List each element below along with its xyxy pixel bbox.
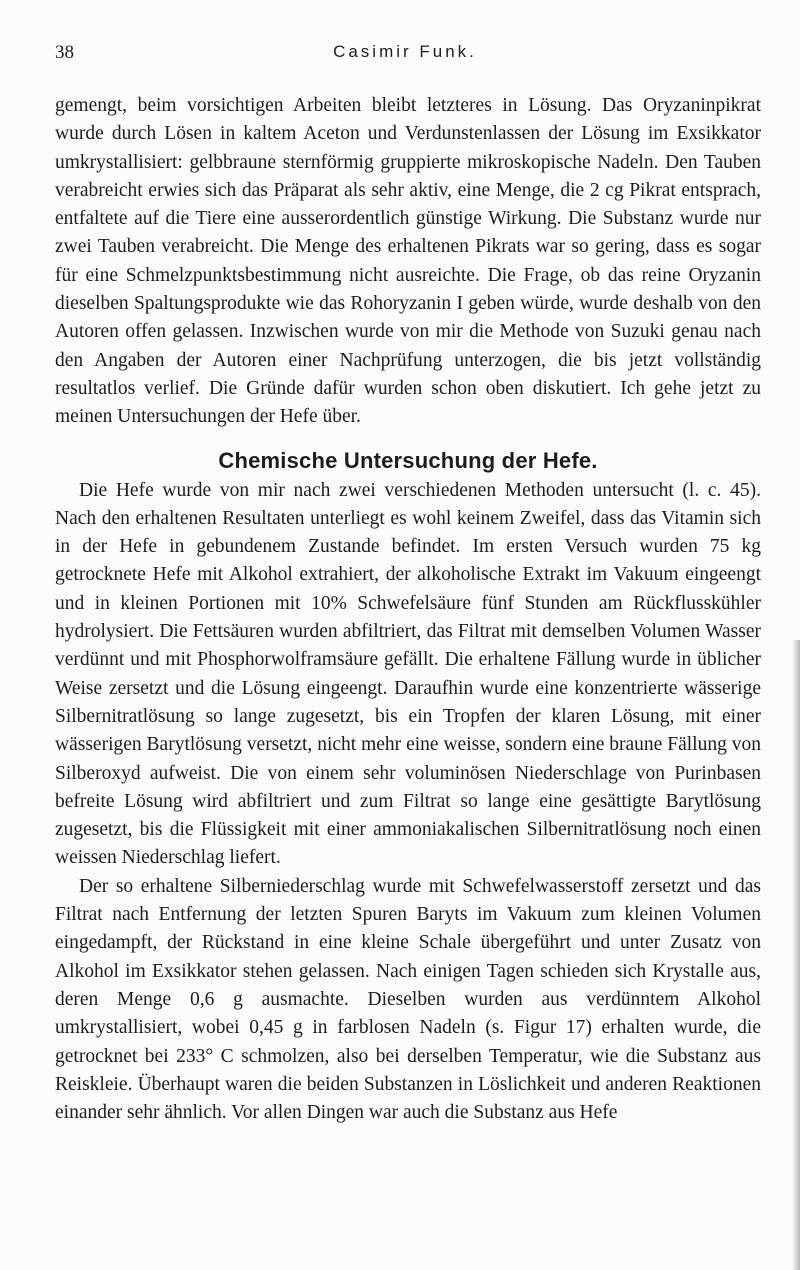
- section-heading: Chemische Untersuchung der Hefe.: [218, 447, 598, 473]
- paragraph-2: Die Hefe wurde von mir nach zwei verschiedenen Methoden untersucht (l. c. 45). Nach den erhaltenen Resultaten unterliegt es wohl keinem Zweifel, dass das Vitamin sich in der Hefe in gebundenem Zustande befindet. Im ersten Versuch wurden 75 kg getrocknete Hefe mit Alkohol extrahiert, der alkoholische Extrakt im Vakuum eingeengt und in kleinen Portionen mit 10% Schwefelsäure fünf Stunden am Rückflusskühler hydrolysiert. Die Fettsäuren wurden abfiltriert, das Filtrat mit demselben Volumen Wasser verdünnt und mit Phosphorwolframsäure gefällt. Die erhaltene Fällung wurde in üblicher Weise zersetzt und die Lösung eingeengt. Daraufhin wurde eine konzentrierte wässerige Silbernitratlösung so lange zugesetzt, bis ein Tropfen der klaren Lösung, mit einer wässerigen Barytlösung versetzt, nicht mehr eine weisse, sondern eine braune Fällung von Silberoxyd aufweist. Die von einem sehr voluminösen Niederschlage von Purinbasen befreite Lösung wird abfiltriert und zum Filtrat so lange eine gesättigte Barytlösung zugesetzt, bis die Flüssigkeit mit einer ammoniakalischen Silbernitratlösung noch einen weissen Niederschlag liefert.: [55, 479, 761, 869]
- page-number: 38: [55, 42, 74, 63]
- page-edge-shadow: [792, 640, 800, 1270]
- paragraph-3: Der so erhaltene Silberniederschlag wurde mit Schwefelwasserstoff zersetzt und das Filtrat nach Entfernung der letzten Spuren Baryts im Vakuum zum kleinen Volumen eingedampft, der Rückstand in eine kleine Schale übergeführt und unter Zusatz von Alkohol im Exsikkator stehen gelassen. Nach einigen Tagen schieden sich Krystalle aus, deren Menge 0,6 g ausmachte. Dieselben wurden aus verdünntem Alkohol umkrystallisiert, wobei 0,45 g in farblosen Nadeln (s. Figur 17) erhalten wurde, die getrocknet bei 233° C schmolzen, also bei derselben Temperatur, wie die Substanz aus Reiskleie. Überhaupt waren die beiden Substanzen in Löslichkeit und anderen Reaktionen einander sehr ähnlich. Vor allen Dingen war auch die Substanz aus Hefe: [55, 875, 761, 1124]
- page-header: [55, 42, 755, 76]
- running-head: Casimir Funk.: [333, 42, 477, 61]
- body-text: [55, 92, 761, 1127]
- paragraph-1: gemengt, beim vorsichtigen Arbeiten bleibt letzteres in Lösung. Das Oryzaninpikrat wurde durch Lösen in kaltem Aceton und Verdunstenlassen der Lösung im Exsikkator umkrystallisiert: gelbbraune sternförmig gruppierte mikroskopische Nadeln. Den Tauben verabreicht erwies sich das Präparat als sehr aktiv, eine Menge, die 2 cg Pikrat entsprach, entfaltete auf die Tiere eine ausserordentlich günstige Wirkung. Die Substanz wurde nur zwei Tauben verabreicht. Die Menge des erhaltenen Pikrats war so gering, dass es sogar für eine Schmelzpunktsbestimmung nicht ausreichte. Die Frage, ob das reine Oryzanin dieselben Spaltungsprodukte wie das Rohoryzanin I geben würde, wurde deshalb von den Autoren offen gelassen. Inzwischen wurde von mir die Methode von Suzuki genau nach den Angaben der Autoren einer Nachprüfung unterzogen, die bis jetzt vollständig resultatlos verlief. Die Gründe dafür wurden schon oben diskutiert. Ich gehe jetzt zu meinen Untersuchungen der Hefe über.: [55, 95, 761, 428]
